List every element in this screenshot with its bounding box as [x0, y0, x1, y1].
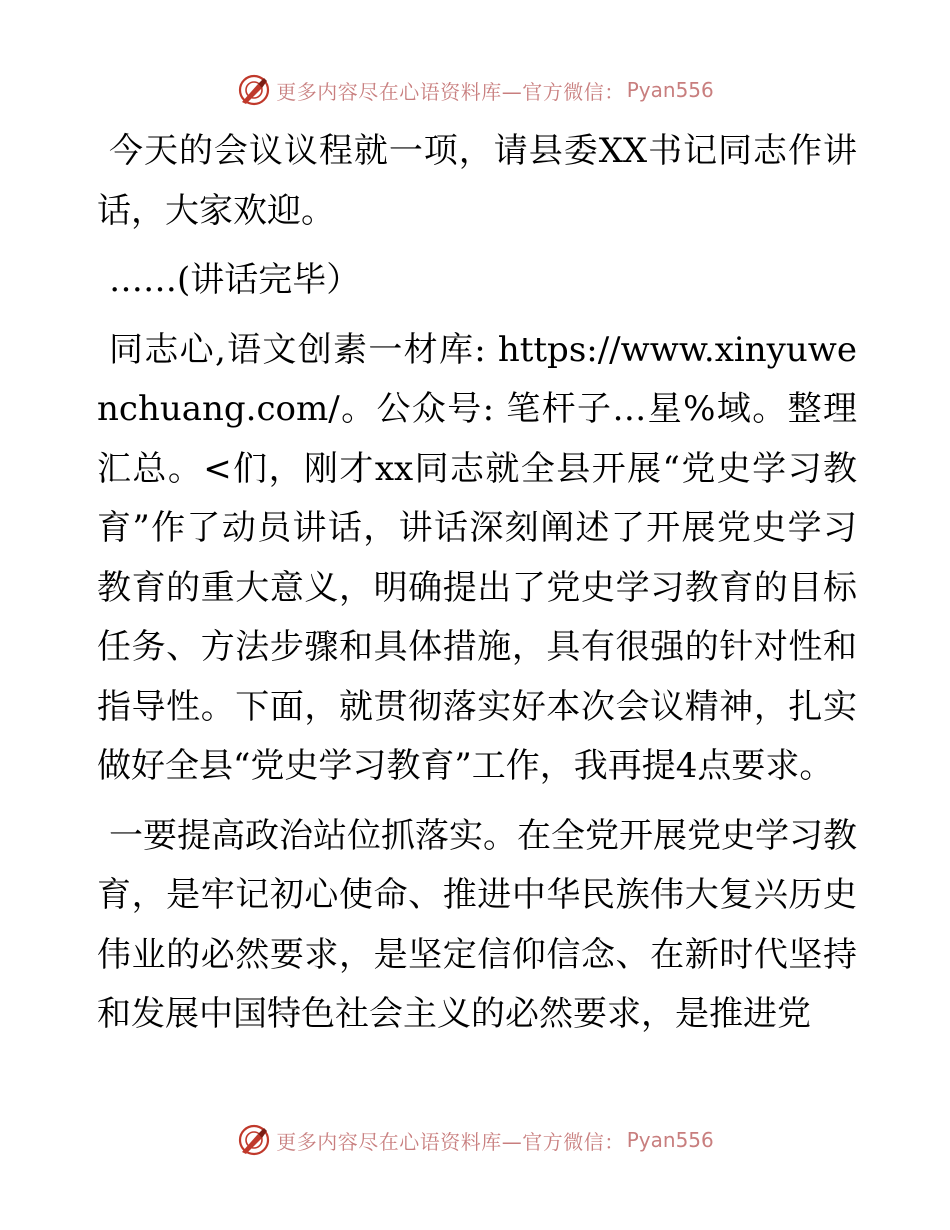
- paragraph-opening: 今天的会议议程就一项，请县委XX书记同志作讲话，大家欢迎。: [97, 131, 857, 231]
- watermark-id: Pyan556: [626, 1128, 714, 1152]
- paragraph-requirements-intro: 同志心,语文创素一材库: https://www.xinyuwenchuang.com/。公众号: 笔杆子…星%域。整理汇总。<们，刚才xx同志就全县开展“党史学习教育”作了动员讲话，讲话深刻阐述了开展党史学习教育的重大意义，明确提出了党史学习教育的目标任务、方法步骤和具体措施，具有很强的针对性和指导性。下面，就贯彻落实好本次会议精神，扎实做好全县“党史学习教育”工作，我再提4点要求。: [97, 329, 857, 786]
- pen-logo-icon: [236, 1122, 272, 1158]
- watermark-banner-top: [0, 70, 950, 110]
- paragraph-first-requirement: 一要提高政治站位抓落实。在全党开展党史学习教育，是牢记初心使命、推进中华民族伟大复兴历史伟业的必然要求，是坚定信仰信念、在新时代坚持和发展中国特色社会主义的必然要求，是推进党: [97, 815, 857, 1034]
- watermark-text: 更多内容尽在心语资料库—官方微信：: [276, 79, 625, 104]
- watermark-id: Pyan556: [626, 78, 714, 102]
- pen-logo-icon: [236, 72, 272, 108]
- watermark-text: 更多内容尽在心语资料库—官方微信：: [276, 1129, 625, 1154]
- document-body: [97, 122, 857, 1055]
- paragraph-speech-end: ……(讲话完毕）: [109, 260, 361, 300]
- watermark-banner-bottom: [0, 1120, 950, 1160]
